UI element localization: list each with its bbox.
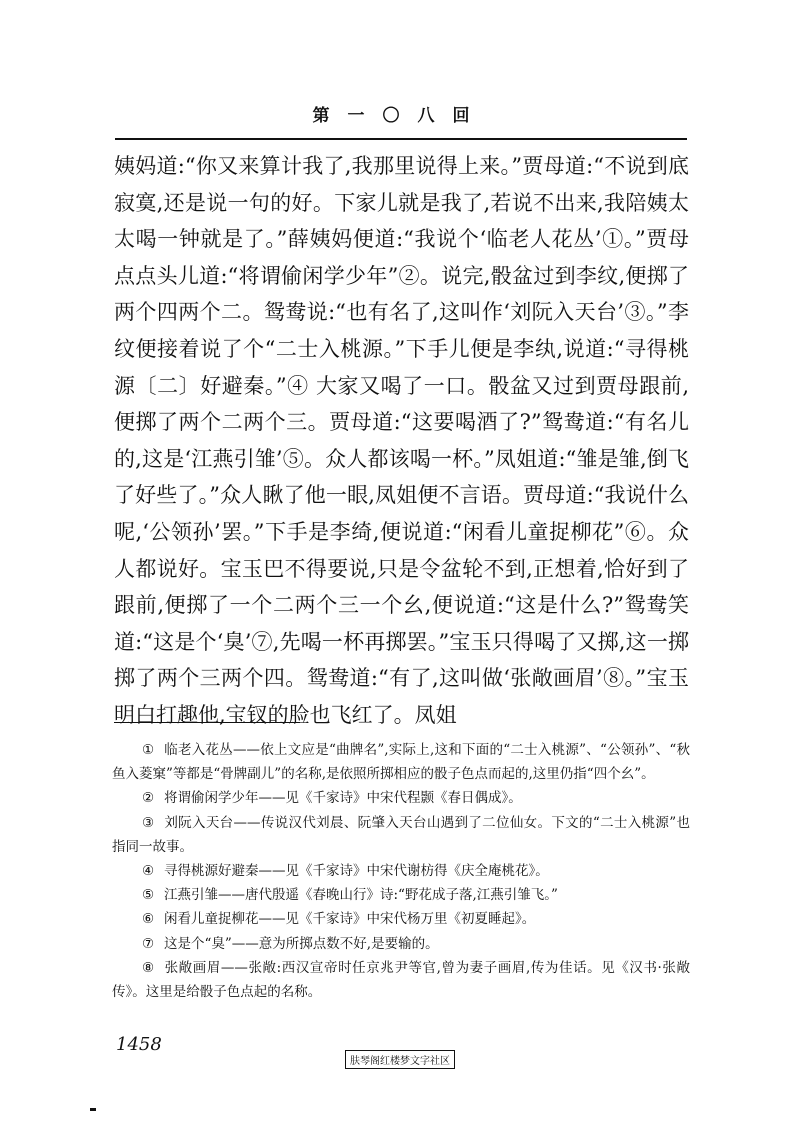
footnote-text: 将谓偷闲学少年——见《千家诗》中宋代程颢《春日偶成》。 bbox=[164, 790, 522, 807]
main-text bbox=[114, 148, 689, 734]
watermark-stamp: 肤琴阁红楼梦文字社区 bbox=[345, 1050, 455, 1069]
footnote-2 bbox=[112, 786, 690, 810]
footnote-text: 刘阮入天台——传说汉代刘晨、阮肇入天台山遇到了二位仙女。下文的“二士入桃源”也指同一故事。 bbox=[112, 814, 690, 855]
footnote-text: 临老入花丛——依上文应是“曲牌名”,实际上,这和下面的“二士入桃源”、“公领孙”、“秋鱼入菱窠”等都是“骨牌副儿”的名称,是依照所掷相应的骰子色点而起的,这里仍指“四个幺”。 bbox=[112, 742, 690, 783]
scan-speck bbox=[90, 1108, 96, 1111]
footnote-number: ⑥ bbox=[142, 911, 155, 928]
footnote-number: ② bbox=[142, 790, 155, 807]
footnote-divider bbox=[114, 722, 300, 723]
footnote-text: 寻得桃源好避秦——见《千家诗》中宋代谢枋得《庆全庵桃花》。 bbox=[164, 863, 549, 880]
footnote-number: ⑦ bbox=[142, 935, 155, 952]
footnote-number: ⑤ bbox=[142, 887, 155, 904]
footnote-1 bbox=[112, 738, 690, 786]
footnote-text: 这是个“臭”——意为所掷点数不好,是要输的。 bbox=[164, 935, 439, 952]
footnote-number: ③ bbox=[142, 814, 155, 831]
header-divider bbox=[115, 138, 687, 140]
footnote-8 bbox=[112, 956, 690, 1004]
page-header: 第一〇八回 bbox=[312, 106, 488, 126]
footnote-number: ① bbox=[142, 742, 155, 758]
footnote-text: 闲看儿童捉柳花——见《千家诗》中宋代杨万里《初夏睡起》。 bbox=[164, 911, 536, 928]
footnote-7 bbox=[112, 932, 690, 956]
footnote-number: ⑧ bbox=[142, 959, 155, 976]
footnote-3 bbox=[112, 811, 690, 859]
footnote-6 bbox=[112, 907, 690, 931]
footnote-5 bbox=[112, 883, 690, 907]
footnote-4 bbox=[112, 859, 690, 883]
body-paragraph: 姨妈道:“你又来算计我了,我那里说得上来。”贾母道:“不说到底寂寞,还是说一句的好。下家儿就是我了,若说不出来,我陪姨太太喝一钟就是了。”薛姨妈便道:“我说个‘临老人花丛’①。”贾母点点头儿道:“将谓偷闲学少年”②。说完,骰盆过到李纹,便掷了两个四两个二。鸳鸯说:“也有名了,这叫作‘刘阮入天台’③。”李纹便接着说了个“二士入桃源。”下手儿便是李纨,说道:“寻得桃源〔二〕好避秦。”④ 大家又喝了一口。骰盆又过到贾母跟前,便掷了两个二两个三。贾母道:“这要喝酒了?”鸳鸯道:“有名儿的,这是‘江燕引雏’⑤。众人都该喝一杯。”凤姐道:“雏是雏,倒飞了好些了。”众人瞅了他一眼,凤姐便不言语。贾母道:“我说什么呢,‘公领孙’罢。”下手是李绮,便说道:“闲看儿童捉柳花”⑥。众人都说好。宝玉巴不得要说,只是令盆轮不到,正想着,恰好到了跟前,便掷了一个二两个三一个幺,便说道:“这是什么?”鸳鸯笑道:“这是个‘臭’⑦,先喝一杯再掷罢。”宝玉只得喝了又掷,这一掷掷了两个三两个四。鸳鸯道:“有了,这叫做‘张敞画眉’⑧。”宝玉明白打趣他,宝钗的脸也飞红了。凤姐 bbox=[114, 154, 689, 727]
footnotes bbox=[112, 738, 690, 1004]
footnote-number: ④ bbox=[142, 863, 155, 880]
footnote-text: 江燕引雏——唐代殷遥《春晚山行》诗:“野花成子落,江燕引雏飞。” bbox=[164, 887, 558, 904]
page-number: 1458 bbox=[116, 1034, 162, 1055]
footnote-text: 张敞画眉——张敞:西汉宣帝时任京兆尹等官,曾为妻子画眉,传为佳话。见《汉书·张敞传》。这里是给骰子色点起的名称。 bbox=[112, 959, 690, 1001]
